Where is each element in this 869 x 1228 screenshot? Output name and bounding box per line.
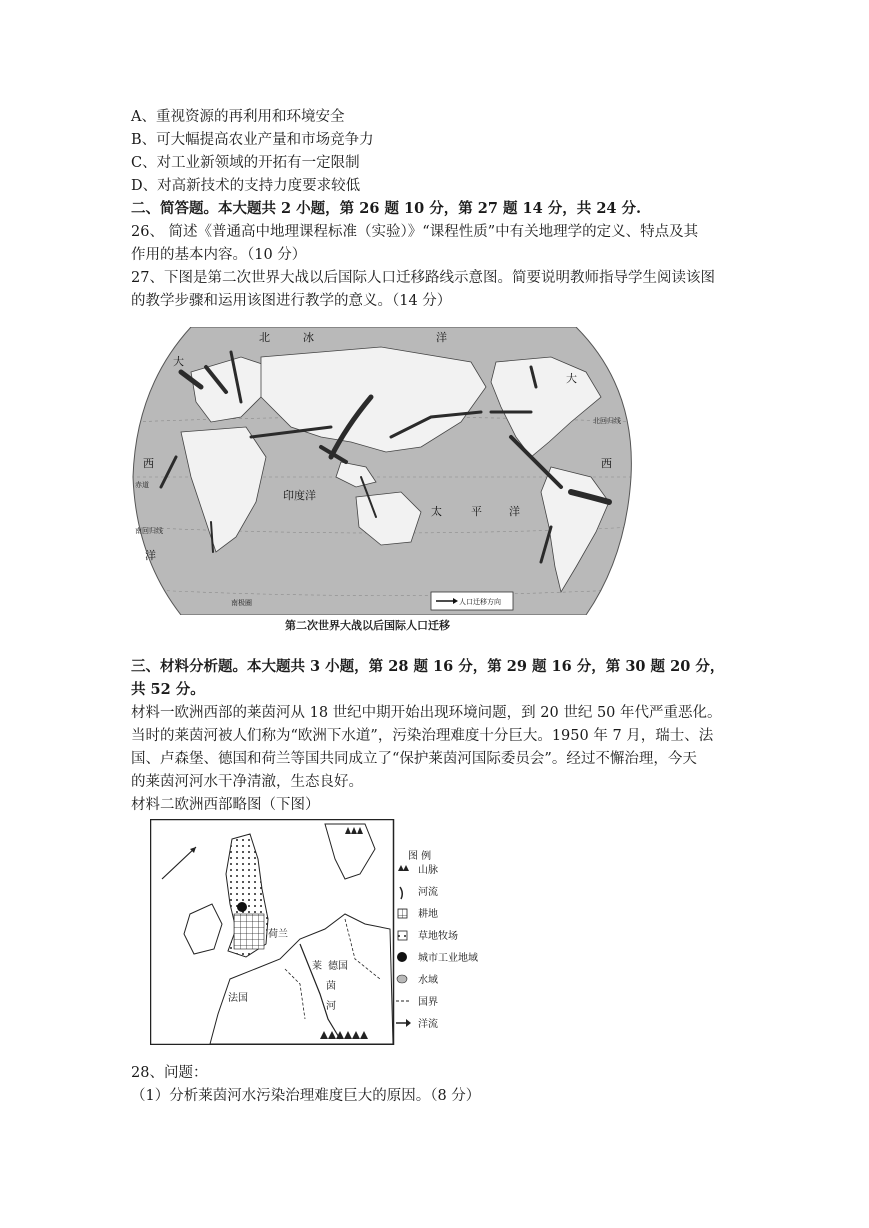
option-c: C、对工业新领域的开拓有一定限制 bbox=[131, 155, 360, 171]
label-nanhuigui: 南回归线 bbox=[135, 527, 163, 535]
q26-line2: 作用的基本内容。（10 分） bbox=[131, 247, 307, 263]
label-bing: 冰 bbox=[303, 331, 314, 344]
q28-title: 28、问题： bbox=[131, 1065, 208, 1081]
label-yang-top: 洋 bbox=[436, 331, 447, 344]
legend-label: 人口迁移方向 bbox=[459, 598, 501, 606]
legend-river: 河流 bbox=[418, 887, 438, 898]
q27-line2: 的教学步骤和运用该图进行教学的意义。（14 分） bbox=[131, 293, 452, 309]
label-river-1: 莱 bbox=[312, 961, 322, 972]
label-chidao: 赤道 bbox=[135, 481, 149, 489]
world-migration-map bbox=[131, 327, 636, 615]
western-europe-map bbox=[150, 819, 480, 1045]
map-legend bbox=[431, 592, 513, 610]
label-xi-left: 西 bbox=[143, 457, 154, 470]
material2-title: 材料二欧洲西部略图（下图） bbox=[131, 797, 320, 813]
label-tai: 太 bbox=[431, 505, 442, 518]
label-yang-sw: 洋 bbox=[145, 549, 156, 562]
legend-pasture: 草地牧场 bbox=[418, 931, 458, 942]
option-b: B、可大幅提高农业产量和市场竞争力 bbox=[131, 132, 374, 148]
label-nanjiquan: 南极圈 bbox=[231, 599, 252, 607]
q26-line1: 26、 简述《普通高中地理课程标准（实验）》“课程性质”中有关地理学的定义、特点及其 bbox=[131, 224, 699, 240]
label-river-3: 河 bbox=[326, 1001, 336, 1012]
material1-line3: 国、卢森堡、德国和荷兰等国共同成立了“保护莱茵河国际委员会”。经过不懈治理，今天 bbox=[131, 751, 697, 767]
label-deguo: 德国 bbox=[328, 961, 348, 972]
label-river-2: 茵 bbox=[326, 981, 336, 992]
label-north-pole: 北 bbox=[259, 331, 270, 344]
legend-title: 图 例 bbox=[408, 851, 432, 862]
material1-line2: 当时的莱茵河被人们称为“欧洲下水道”，污染治理难度十分巨大。1950 年 7 月，瑞士、法 bbox=[131, 728, 714, 744]
label-helan: 荷兰 bbox=[268, 929, 288, 940]
material1-line4: 的莱茵河河水干净清澈，生态良好。 bbox=[131, 774, 363, 790]
label-beihuigui: 北回归线 bbox=[593, 417, 621, 425]
section3-heading-line2: 共 52 分。 bbox=[131, 681, 205, 698]
europe-legend bbox=[396, 849, 478, 1030]
q28-sub1: （1）分析莱茵河水污染治理难度巨大的原因。（8 分） bbox=[131, 1088, 481, 1104]
legend-current: 洋流 bbox=[418, 1019, 438, 1030]
legend-urban: 城市工业地域 bbox=[418, 953, 478, 964]
legend-water: 水域 bbox=[418, 975, 438, 986]
label-da-right: 大 bbox=[566, 372, 577, 385]
section2-heading: 二、简答题。本大题共 2 小题，第 26 题 10 分，第 27 题 14 分，共 24 分. bbox=[131, 200, 642, 217]
option-a: A、重视资源的再利用和环境安全 bbox=[131, 109, 345, 125]
legend-mountain: 山脉 bbox=[418, 865, 438, 876]
legend-farmland: 耕地 bbox=[418, 909, 438, 920]
section3-heading-line1: 三、材料分析题。本大题共 3 小题，第 28 题 16 分，第 29 题 16 分，第 30 题 20 分， bbox=[131, 658, 725, 675]
q27-line1: 27、下图是第二次世界大战以后国际人口迁移路线示意图。简要说明教师指导学生阅读该图 bbox=[131, 270, 715, 286]
label-xi-right: 西 bbox=[601, 457, 612, 470]
label-yang-pac: 洋 bbox=[509, 505, 520, 518]
label-faguo: 法国 bbox=[228, 993, 248, 1004]
world-map-caption: 第二次世界大战以后国际人口迁移 bbox=[285, 619, 450, 632]
label-ping: 平 bbox=[471, 505, 482, 518]
material1-line1: 材料一欧洲西部的莱茵河从 18 世纪中期开始出现环境问题，到 20 世纪 50 年代严重恶化。 bbox=[131, 705, 722, 721]
label-da-left: 大 bbox=[173, 355, 184, 368]
option-d: D、对高新技术的支持力度要求较低 bbox=[131, 178, 361, 194]
label-yindu: 印度洋 bbox=[283, 489, 316, 502]
legend-border: 国界 bbox=[418, 997, 438, 1008]
